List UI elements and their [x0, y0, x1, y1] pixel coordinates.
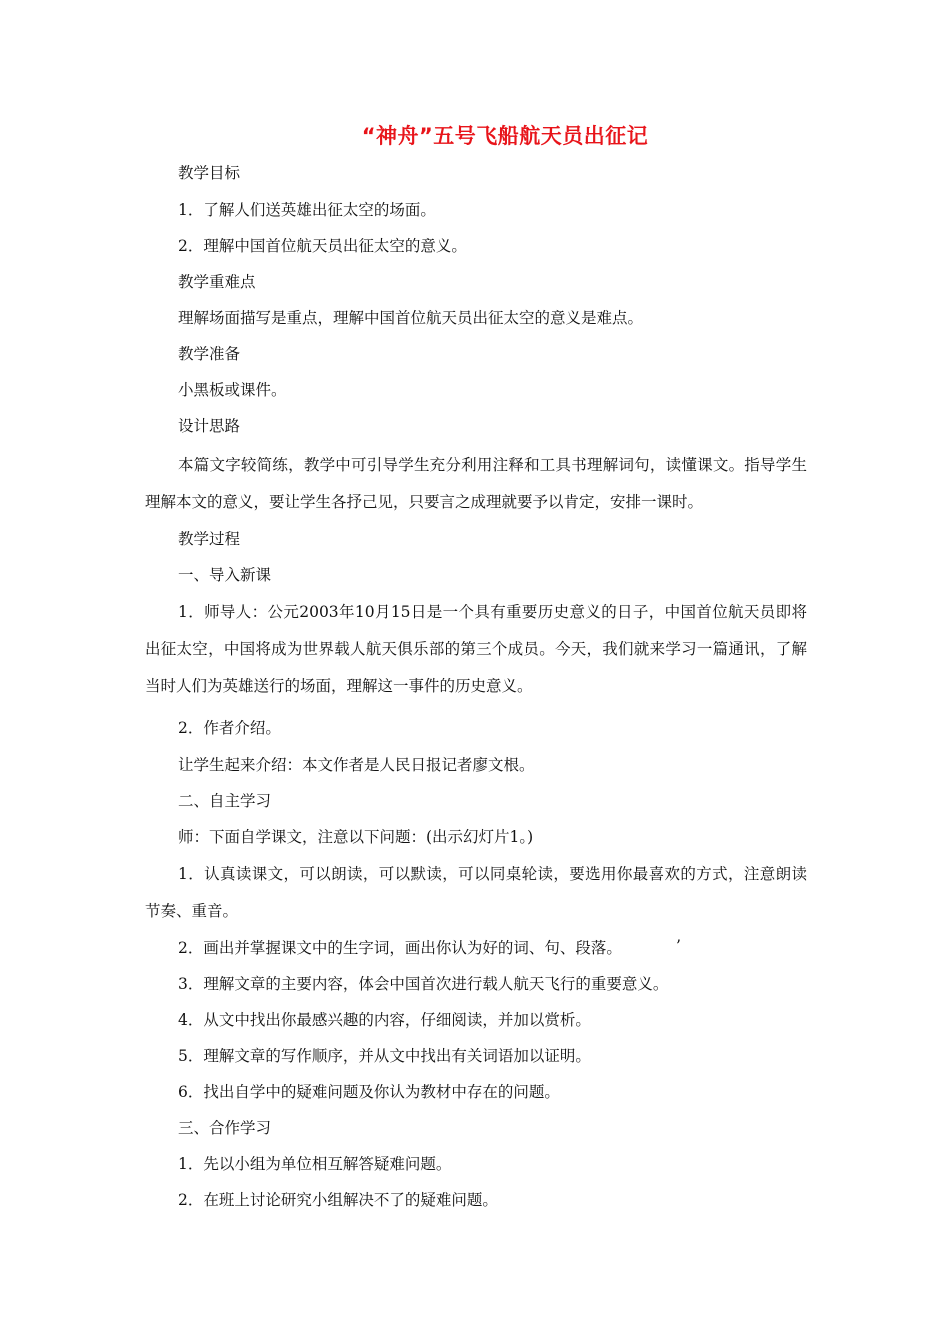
cooperative-item-2: 2．在班上讨论研究小组解决不了的疑难问题。 — [178, 1191, 498, 1209]
heading-teaching-goals: 教学目标 — [178, 164, 241, 182]
preparation-text: 小黑板或课件。 — [178, 381, 287, 399]
section-2-heading: 二、自主学习 — [178, 792, 272, 810]
section-3-heading: 三、合作学习 — [178, 1119, 272, 1137]
goal-item-2: 2．理解中国首位航天员出征太空的意义。 — [178, 237, 467, 255]
self-study-intro: 师：下面自学课文，注意以下问题：(出示幻灯片1。) — [178, 828, 534, 846]
self-study-item-1: 1．认真读课文，可以朗读，可以默读，可以同桌轮读，要选用你最喜欢的方式，注意朗读节奏、重音。 — [145, 865, 807, 920]
stray-mark: ’ — [676, 937, 681, 955]
intro-paragraph: 1．师导人：公元2003年10月15日是一个具有重要历史意义的日子，中国首位航天员即将出征太空，中国将成为世界载人航天俱乐部的第三个成员。今天，我们就来学习一篇通讯，了解当时人们为英雄送行的场面，理解这一事件的历史意义。 — [145, 603, 807, 695]
heading-key-difficulties: 教学重难点 — [178, 273, 256, 291]
self-study-item-4: 4．从文中找出你最感兴趣的内容，仔细阅读，并加以赏析。 — [178, 1011, 591, 1029]
self-study-item-5: 5．理解文章的写作顺序，并从文中找出有关词语加以证明。 — [178, 1047, 591, 1065]
author-intro-item: 2．作者介绍。 — [178, 719, 281, 737]
heading-design-idea: 设计思路 — [178, 417, 241, 435]
key-difficulties-text: 理解场面描写是重点，理解中国首位航天员出征太空的意义是难点。 — [178, 309, 644, 327]
self-study-item-2: 2．画出并掌握课文中的生字词，画出你认为好的词、句、段落。 — [178, 939, 622, 957]
goal-item-1: 1．了解人们送英雄出征太空的场面。 — [178, 201, 436, 219]
self-study-item-3: 3．理解文章的主要内容，体会中国首次进行载人航天飞行的重要意义。 — [178, 975, 669, 993]
self-study-item-6: 6．找出自学中的疑难问题及你认为教材中存在的问题。 — [178, 1083, 560, 1101]
design-idea-paragraph: 本篇文字较简练，教学中可引导学生充分利用注释和工具书理解词句，读懂课文。指导学生理解本文的意义，要让学生各抒己见，只要言之成理就要予以肯定，安排一课时。 — [145, 456, 807, 511]
author-intro-text: 让学生起来介绍：本文作者是人民日报记者廖文根。 — [178, 756, 535, 774]
document-title: “神舟”五号飞船航天员出征记 — [361, 124, 649, 148]
section-1-heading: 一、导入新课 — [178, 566, 272, 584]
heading-teaching-process: 教学过程 — [178, 530, 241, 548]
heading-teaching-preparation: 教学准备 — [178, 345, 241, 363]
cooperative-item-1: 1．先以小组为单位相互解答疑难问题。 — [178, 1155, 452, 1173]
